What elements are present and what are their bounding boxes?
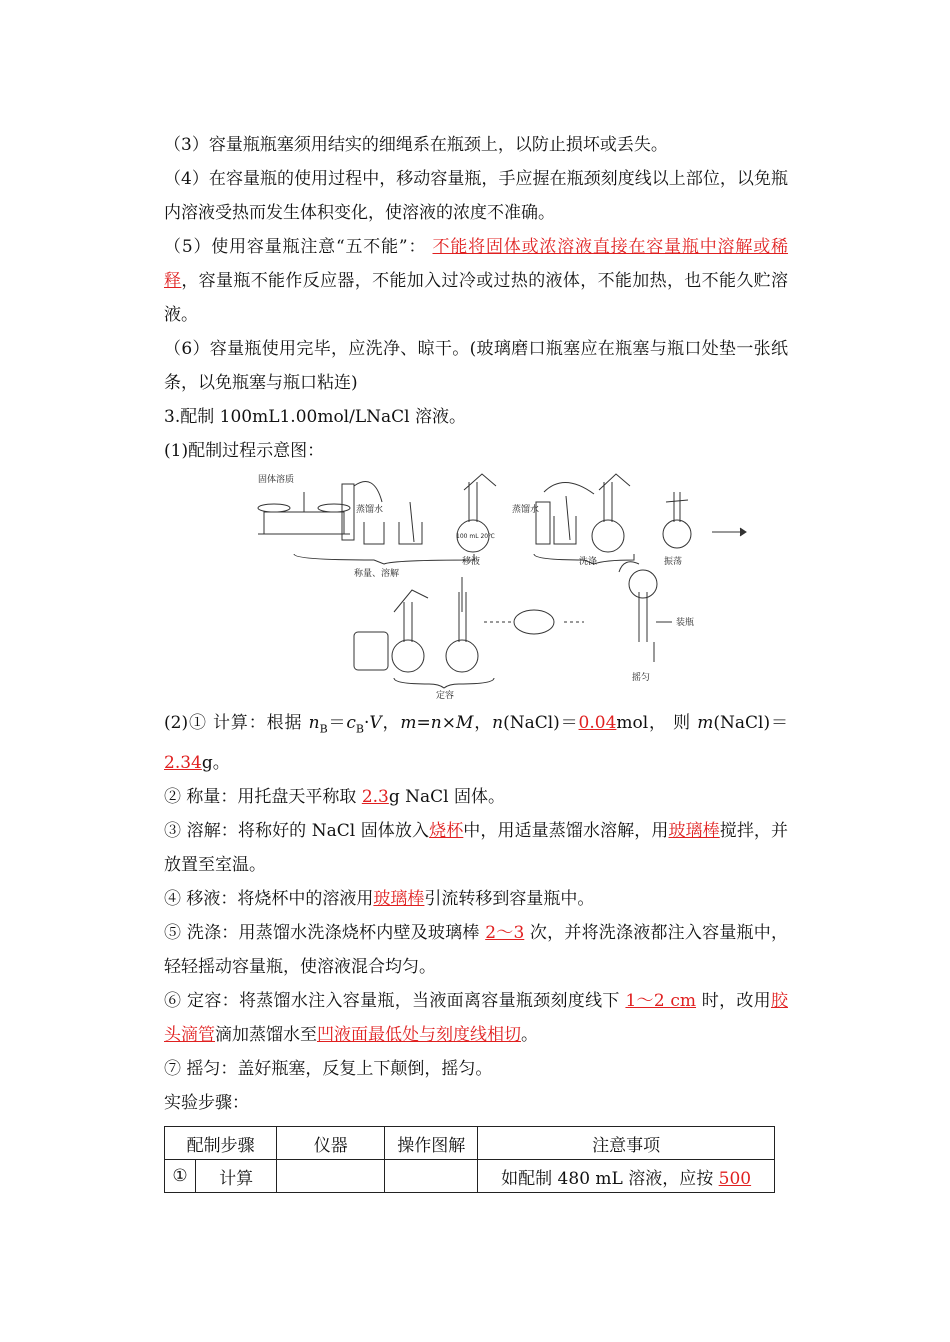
s6-d: 。 bbox=[521, 1025, 538, 1046]
s2-b: g NaCl 固体。 bbox=[388, 787, 506, 808]
calc-v: V bbox=[369, 713, 382, 733]
row-step: 计算 bbox=[196, 1160, 277, 1193]
calc-nacl: (NaCl)＝ bbox=[503, 713, 579, 733]
s3-b: 中，用适量蒸馏水溶解，用 bbox=[463, 821, 669, 842]
volumetric-flask-icon bbox=[457, 474, 496, 552]
label-water: 蒸馏水 bbox=[356, 505, 384, 515]
answer-rod: 玻璃棒 bbox=[668, 821, 720, 842]
calc-sub: B bbox=[319, 722, 328, 736]
answer-beaker: 烧杯 bbox=[429, 821, 464, 842]
fixing-volume-icon bbox=[354, 577, 478, 672]
experiment-steps-label: 实验步骤： bbox=[164, 1093, 249, 1114]
label-transfer: 移液 bbox=[462, 557, 481, 567]
process-diagram bbox=[244, 472, 804, 702]
document-page bbox=[164, 128, 788, 1193]
step-7-mix: ⑦ 摇匀：盖好瓶塞，反复上下颠倒，摇匀。 bbox=[164, 1059, 493, 1080]
label-mix: 摇匀 bbox=[632, 673, 651, 683]
s5-a: ⑤ 洗涤：用蒸馏水洗涤烧杯内壁及玻璃棒 bbox=[164, 923, 486, 944]
calc-sub-2: B bbox=[355, 722, 365, 736]
subsection-1-title: (1)配制过程示意图： bbox=[164, 441, 325, 461]
label-shake: 振荡 bbox=[664, 557, 683, 567]
note-text: 如配制 480 mL 溶液，应按 bbox=[501, 1168, 719, 1189]
para5-rest: ，容量瓶不能作反应器，不能加入过冷或过热的液体，不能加热，也不能久贮溶液。 bbox=[164, 271, 788, 325]
calc-m-2: m bbox=[697, 713, 714, 733]
th-step: 配制步骤 bbox=[165, 1127, 277, 1160]
calc-g: g。 bbox=[201, 753, 230, 774]
shake-flask-icon bbox=[663, 492, 691, 548]
table-header-row bbox=[165, 1127, 775, 1160]
calc-molar: M bbox=[456, 713, 474, 733]
label-bottle: 装瓶 bbox=[676, 618, 695, 628]
calc-nacl-2: (NaCl)＝ bbox=[713, 713, 788, 733]
row-operation bbox=[385, 1160, 478, 1193]
s3-a: ③ 溶解：将称好的 NaCl 固体放入 bbox=[164, 821, 430, 842]
wash-beaker-icon bbox=[536, 474, 630, 552]
row-notes bbox=[478, 1160, 775, 1193]
row-num: ① bbox=[165, 1160, 196, 1193]
calc-lead: (2)① 计算：根据 bbox=[164, 713, 309, 733]
calc-m: m bbox=[400, 713, 417, 733]
s5-b: 次，并将洗涤液都注入容量瓶中，轻轻摇动容量瓶，使溶液混合均匀。 bbox=[164, 923, 789, 978]
paragraph-6: （6）容量瓶使用完毕，应洗净、晾干。(玻璃磨口瓶塞应在瓶塞与瓶口处垫一张纸条，以免瓶塞与瓶口粘连) bbox=[164, 339, 788, 393]
step-3-dissolve bbox=[164, 814, 788, 882]
s2-a: ② 称量：用托盘天平称取 bbox=[164, 787, 362, 808]
calc-comma: ， bbox=[381, 713, 401, 733]
s6-b: 时，改用 bbox=[696, 991, 771, 1012]
label-wash: 洗涤 bbox=[579, 557, 598, 567]
calc-comma-2: ， bbox=[473, 713, 493, 733]
calc-dot: · bbox=[364, 713, 370, 733]
label-flask: 100 mL 20℃ bbox=[456, 533, 495, 540]
calc-mol: mol， 则 bbox=[616, 713, 698, 733]
step-6-fix bbox=[164, 984, 788, 1052]
para5-lead: （5）使用容量瓶注意“五不能”： bbox=[164, 237, 427, 257]
table-row bbox=[165, 1160, 775, 1193]
label-weigh: 称量、溶解 bbox=[354, 569, 400, 579]
label-water-2: 蒸馏水 bbox=[512, 505, 540, 515]
step-1-calc bbox=[164, 706, 788, 780]
answer-mass: 2.34 bbox=[164, 753, 202, 774]
answer-distance: 1～2 cm bbox=[625, 991, 697, 1012]
answer-volume: 500 bbox=[718, 1168, 752, 1189]
s4-a: ④ 移液：将烧杯中的溶液用 bbox=[164, 889, 374, 910]
balance-icon bbox=[258, 492, 350, 534]
calc-n: n bbox=[308, 713, 320, 733]
steps-table bbox=[164, 1126, 775, 1193]
s3-c: 搅拌，并放置至室温。 bbox=[164, 821, 789, 876]
calc-c: c bbox=[346, 713, 356, 733]
calc-n-3: n bbox=[492, 713, 504, 733]
th-notes: 注意事项 bbox=[478, 1127, 775, 1160]
answer-rod-2: 玻璃棒 bbox=[373, 889, 425, 910]
answer-dropper: 胶头滴管 bbox=[164, 991, 788, 1046]
th-operation: 操作图解 bbox=[385, 1127, 478, 1160]
step-2-weigh bbox=[164, 780, 788, 814]
calc-eq-2: = bbox=[416, 713, 431, 733]
s6-c: 滴加蒸馏水至 bbox=[215, 1025, 317, 1046]
answer-times: 2～3 bbox=[485, 923, 525, 944]
answer-meniscus: 凹液面最低处与刻度线相切 bbox=[317, 1025, 521, 1046]
para5-answer: 不能将固体或浓溶液直接在容量瓶中溶解或稀释 bbox=[164, 237, 789, 291]
label-fix: 定容 bbox=[436, 691, 455, 701]
calc-eq: ＝ bbox=[327, 713, 347, 733]
step-5-wash bbox=[164, 916, 788, 984]
s6-a: ⑥ 定容：将蒸馏水注入容量瓶，当液面离容量瓶颈刻度线下 bbox=[164, 991, 626, 1012]
label-solid: 固体溶质 bbox=[258, 475, 295, 485]
paragraph-5 bbox=[164, 230, 788, 332]
calc-n-2: n bbox=[430, 713, 442, 733]
invert-mix-icon bbox=[619, 562, 657, 662]
row-instrument bbox=[277, 1160, 385, 1193]
section-3-title: 3.配制 100mL1.00mol/LNaCl 溶液。 bbox=[164, 407, 466, 427]
s4-b: 引流转移到容量瓶中。 bbox=[424, 889, 595, 910]
paragraph-4: （4）在容量瓶的使用过程中，移动容量瓶，手应握在瓶颈刻度线以上部位，以免瓶内溶液受热而发生体积变化，使溶液的浓度不准确。 bbox=[164, 169, 788, 223]
paragraph-3: （3）容量瓶瓶塞须用结实的细绳系在瓶颈上，以防止损坏或丢失。 bbox=[164, 135, 668, 155]
calc-times: × bbox=[441, 713, 456, 733]
step-4-transfer bbox=[164, 882, 788, 916]
answer-weigh: 2.3 bbox=[361, 787, 389, 808]
th-instrument: 仪器 bbox=[277, 1127, 385, 1160]
answer-moles: 0.04 bbox=[578, 713, 617, 733]
